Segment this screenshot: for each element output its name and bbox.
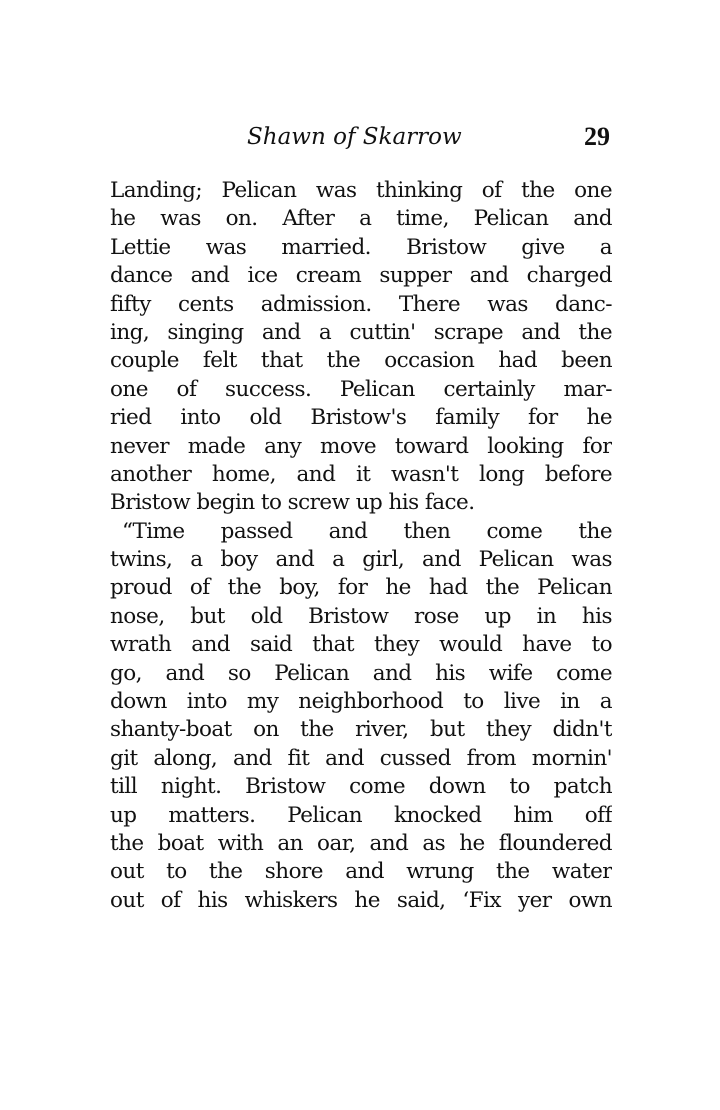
text-line: proud of the boy, for he had the Pelican [110, 575, 612, 601]
text-line: git along, and fit and cussed from mornin' [110, 745, 612, 771]
text-line: one of success. Pelican certainly mar- [110, 376, 612, 402]
page-number: 29 [584, 122, 610, 151]
text-line: out to the shore and wrung the water [110, 859, 612, 885]
text-line: couple felt that the occasion had been [110, 348, 612, 374]
text-line: till night. Bristow come down to patch [110, 774, 612, 800]
text-line: Landing; Pelican was thinking of the one [110, 178, 612, 203]
text-line: down into my neighborhood to live in a [110, 689, 612, 715]
text-line: shanty-boat on the river, but they didn't [110, 717, 612, 743]
text-line: he was on. After a time, Pelican and [110, 206, 612, 232]
running-head [110, 121, 612, 155]
text-line: twins, a boy and a girl, and Pelican was [110, 547, 612, 573]
text-line: the boat with an oar, and as he floundered [110, 830, 612, 856]
text-line: dance and ice cream supper and charged [110, 263, 612, 289]
text-line: another home, and it wasn't long before [110, 461, 612, 487]
text-line: wrath and said that they would have to [110, 632, 612, 658]
text-line: ried into old Bristow's family for he [110, 405, 612, 431]
body-text [110, 177, 612, 915]
running-head-title: Shawn of Skarrow [247, 124, 462, 150]
text-line: nose, but old Bristow rose up in his [110, 603, 612, 629]
text-line: go, and so Pelican and his wife come [110, 660, 612, 686]
text-line: fifty cents admission. There was danc- [110, 291, 612, 317]
text-line: out of his whiskers he said, ‘Fix yer own [110, 887, 612, 913]
paragraph-start-line: “Time passed and then come the [122, 518, 612, 544]
text-line: up matters. Pelican knocked him off [110, 802, 612, 828]
text-line: never made any move toward looking for [110, 433, 612, 459]
text-line: ing, singing and a cuttin' scrape and the [110, 319, 612, 345]
paragraph-end-line: Bristow begin to screw up his face. [110, 490, 475, 516]
text-line: Lettie was married. Bristow give a [110, 234, 612, 260]
